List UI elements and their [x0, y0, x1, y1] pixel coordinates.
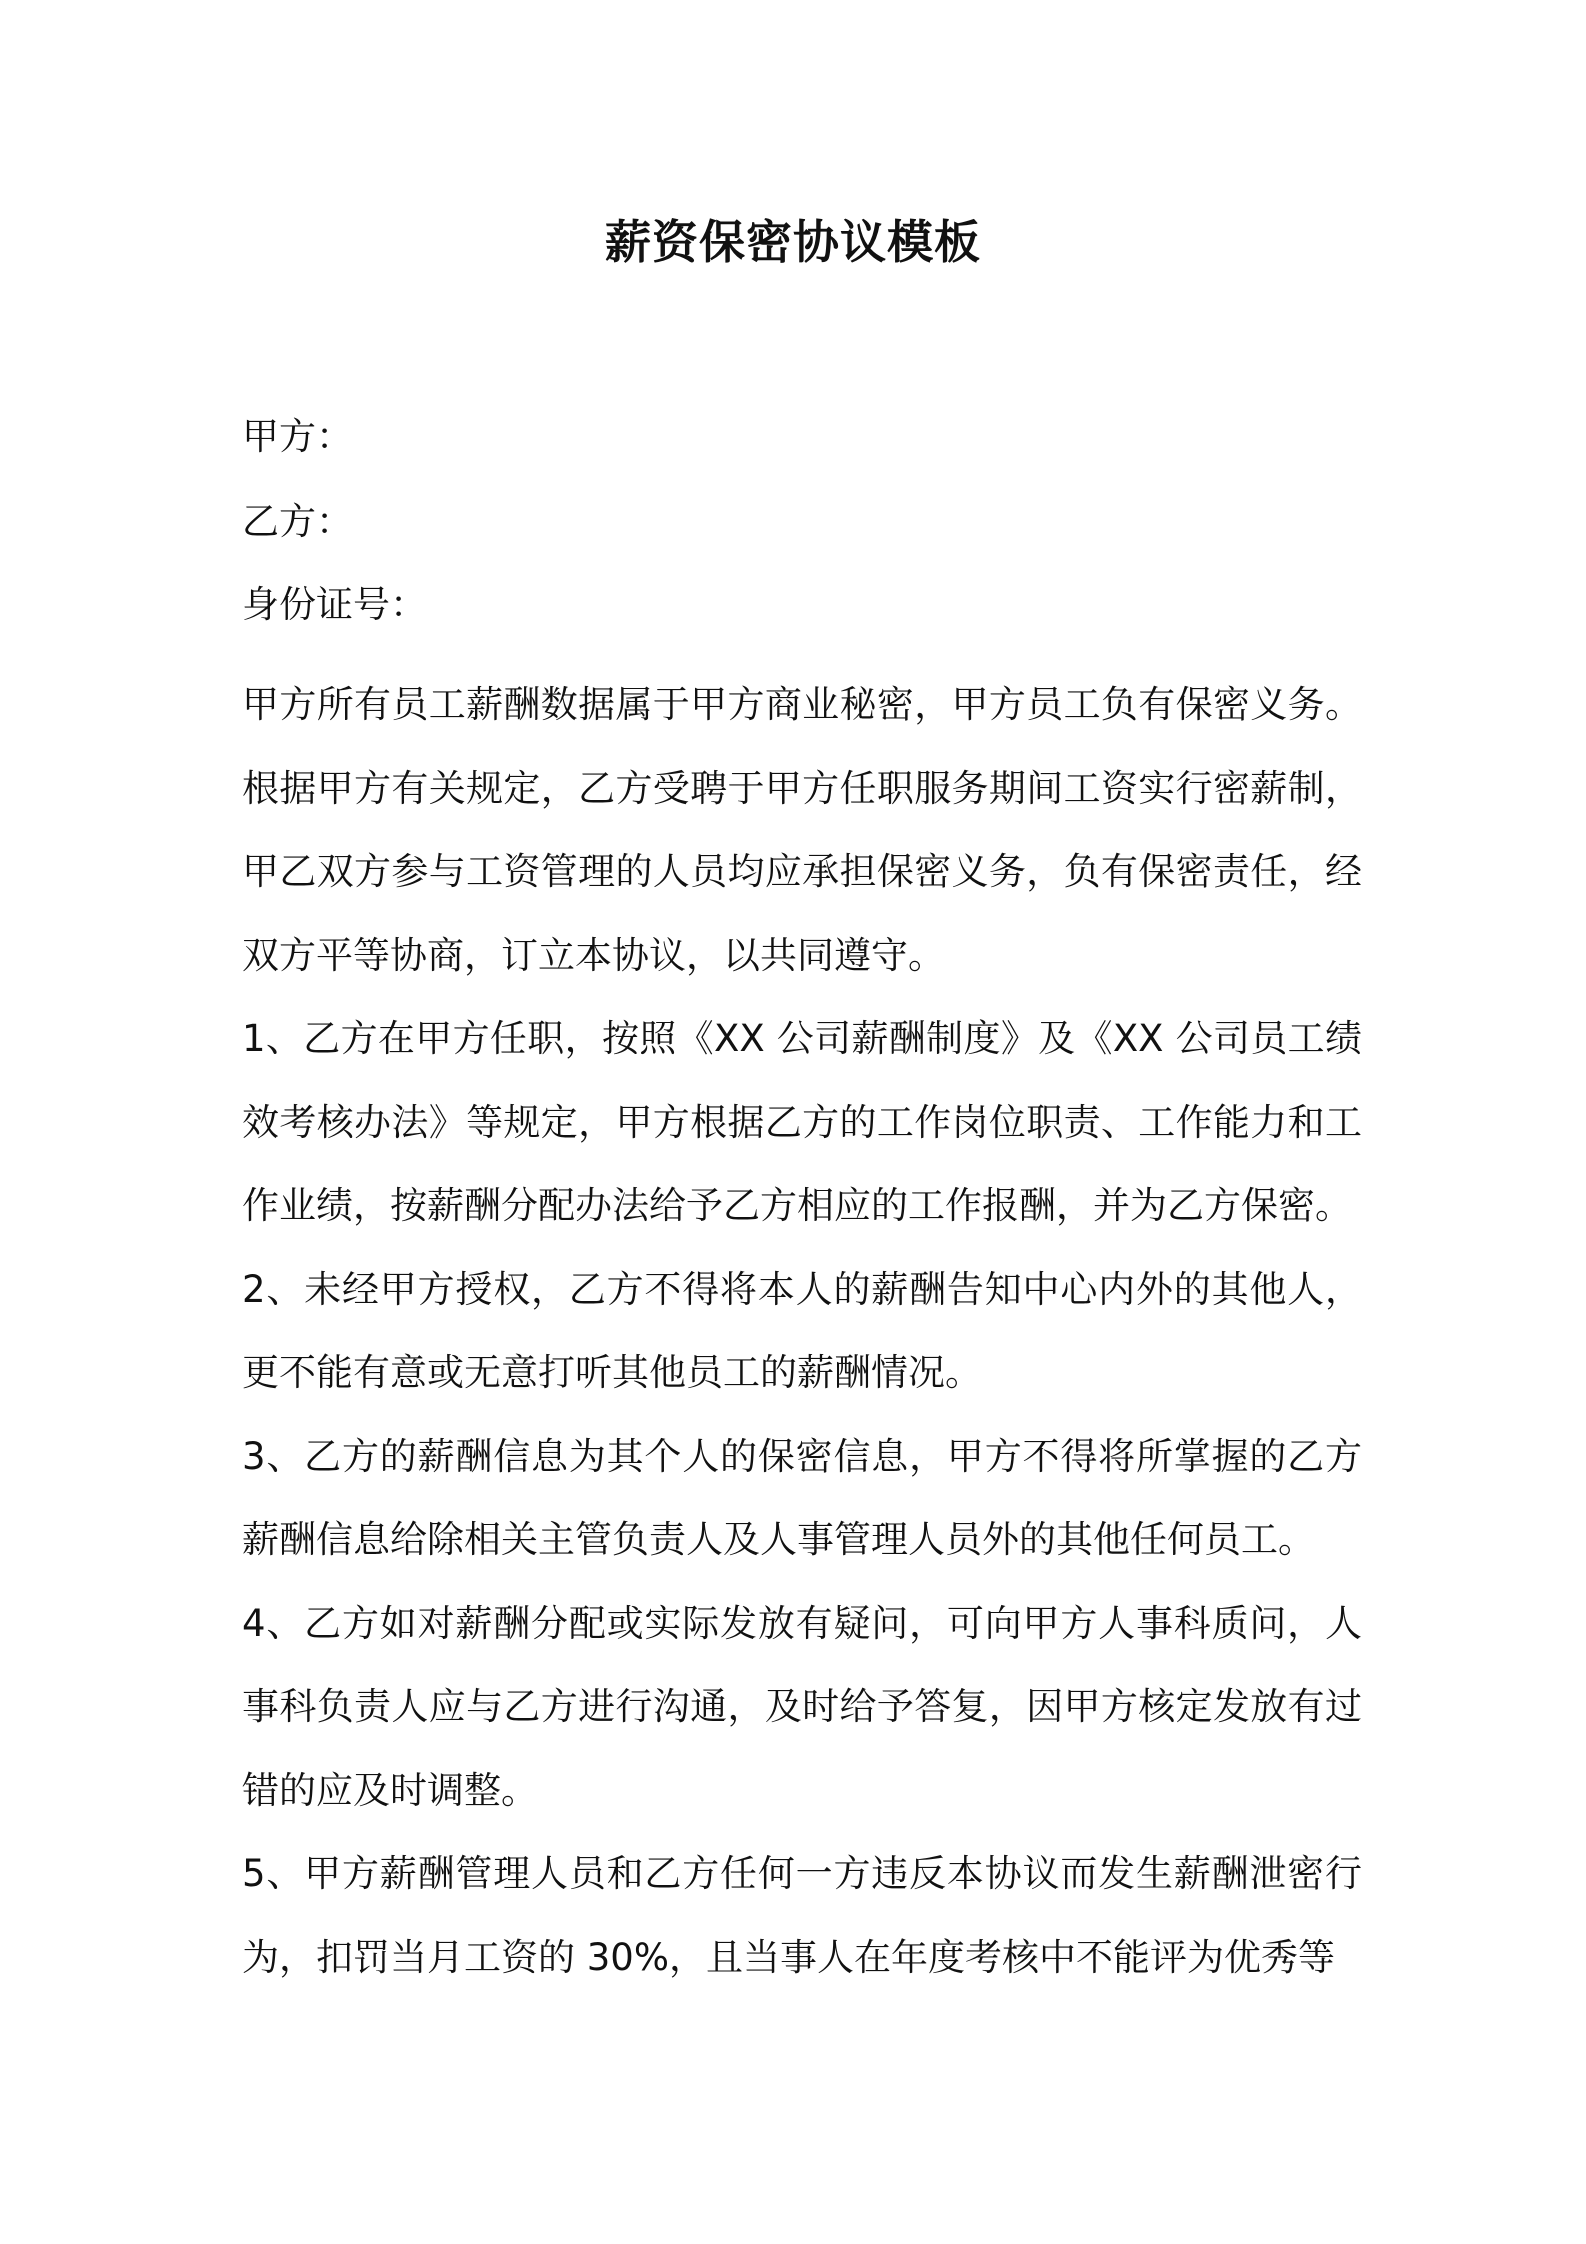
- party-a-field: 甲方：: [242, 415, 353, 458]
- clause-4-paragraph: 4、乙方如对薪酬分配或实际发放有疑问，可向甲方人事科质问，人事科负责人应与乙方进行沟通，及时给予答复，因甲方核定发放有过错的应及时调整。: [242, 1601, 1362, 1812]
- clause-5-paragraph: 5、甲方薪酬管理人员和乙方任何一方违反本协议而发生薪酬泄密行为，扣罚当月工资的 30%，且当事人在年度考核中不能评为优秀等: [242, 1852, 1362, 1979]
- clause-3-paragraph: 3、乙方的薪酬信息为其个人的保密信息，甲方不得将所掌握的乙方薪酬信息给除相关主管负责人及人事管理人员外的其他任何员工。: [242, 1434, 1362, 1561]
- intro-paragraph: 甲方所有员工薪酬数据属于甲方商业秘密，甲方员工负有保密义务。根据甲方有关规定，乙方受聘于甲方任职服务期间工资实行密薪制，甲乙双方参与工资管理的人员均应承担保密义务，负有保密责任，经双方平等协商，订立本协议，以共同遵守。: [242, 683, 1362, 977]
- clause-1-paragraph: 1、乙方在甲方任职，按照《XX 公司薪酬制度》及《XX 公司员工绩效考核办法》等规定，甲方根据乙方的工作岗位职责、工作能力和工作业绩，按薪酬分配办法给予乙方相应的工作报酬，并为乙方保密。: [242, 1017, 1362, 1227]
- agreement-body: [242, 663, 1362, 1999]
- id-number-field: 身份证号：: [242, 583, 427, 626]
- party-b-field: 乙方：: [242, 500, 353, 543]
- document-title: 薪资保密协议模板: [605, 215, 981, 269]
- clause-2-paragraph: 2、未经甲方授权，乙方不得将本人的薪酬告知中心内外的其他人，更不能有意或无意打听其他员工的薪酬情况。: [242, 1267, 1362, 1394]
